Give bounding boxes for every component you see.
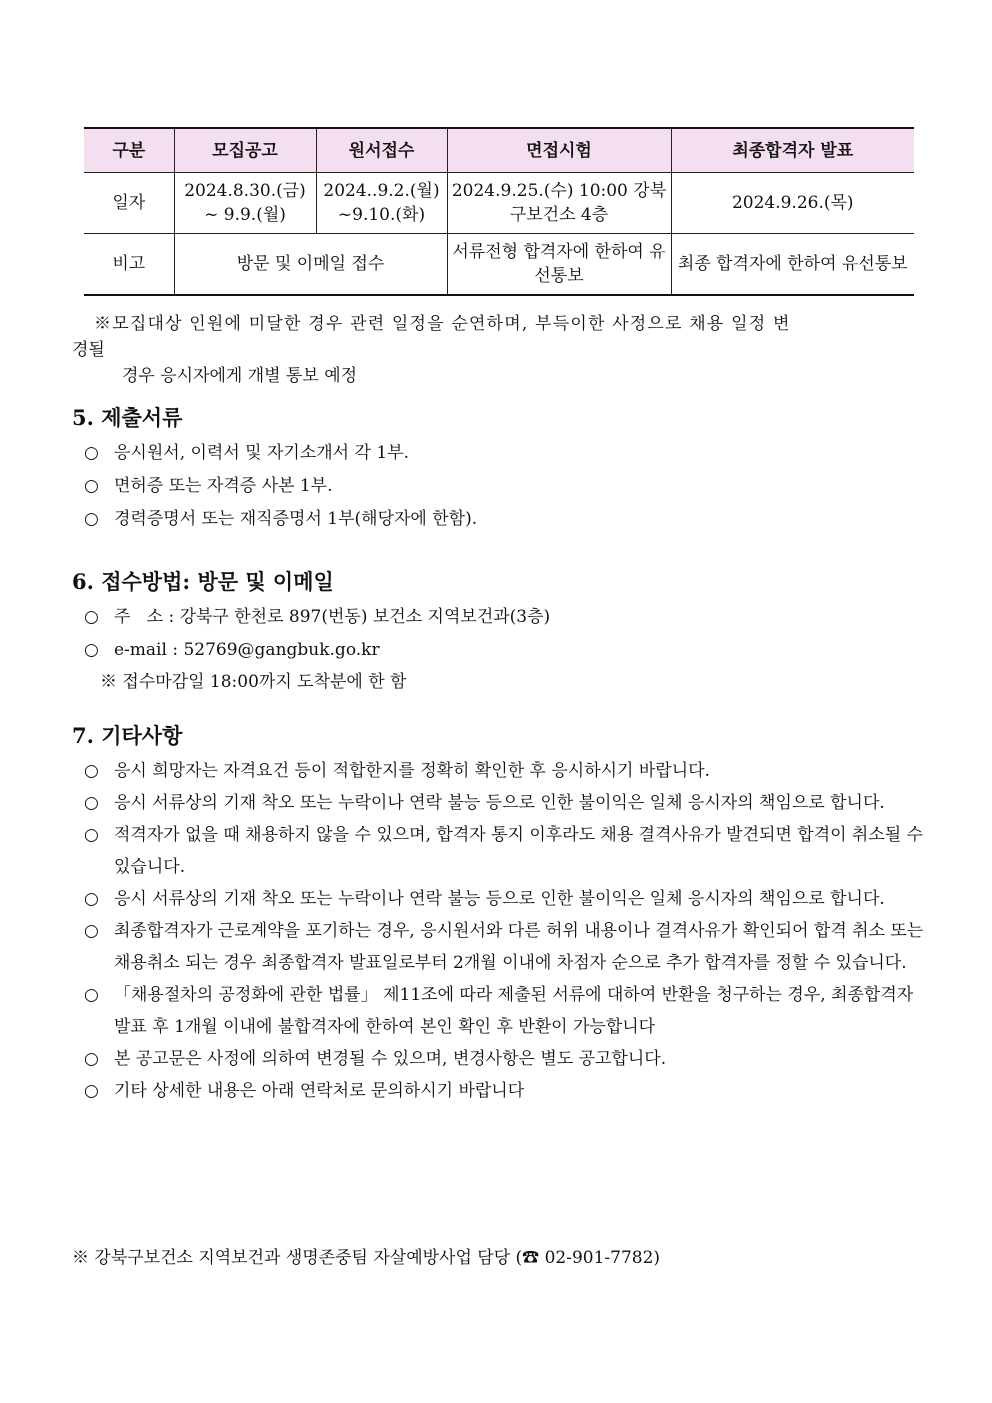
section-method [72,567,932,697]
cell-result-date: 2024.9.26.(목) [671,173,914,234]
bullet-icon: ○ [84,825,99,845]
bullet-icon: ○ [84,443,99,463]
list-item: ○ 면허증 또는 자격증 사본 1부. [72,470,932,503]
section-title: 6. 접수방법: 방문 및 이메일 [72,569,334,594]
schedule-table [84,127,914,296]
section-other [72,721,932,1107]
cell-announce-date: 2024.8.30.(금) ~ 9.9.(월) [174,173,316,234]
email-address: e-mail : 52769@gangbuk.go.kr [114,640,380,660]
contact-footer: ※ 강북구보건소 지역보건과 생명존중팀 자살예방사업 담당 (☎ 02-901-7782) [72,1248,661,1268]
list-item: ○ 응시 서류상의 기재 착오 또는 누락이나 연락 불능 등으로 인한 불이익은 일체 응시자의 책임으로 합니다. [72,883,932,915]
table-note-line: 경될 [72,340,105,360]
bullet-icon: ○ [84,921,99,941]
section-title: 7. 기타사항 [72,723,183,748]
bullet-icon: ○ [84,985,99,1005]
list-item [72,634,932,667]
list-item: ○ 본 공고문은 사정에 의하여 변경될 수 있으며, 변경사항은 별도 공고합니다. [72,1043,932,1075]
cell-interview-date: 2024.9.25.(수) 10:00 강북구보건소 4층 [447,173,671,234]
table-row [84,173,914,234]
bullet-icon: ○ [84,1081,99,1101]
header-announcement: 모집공고 [174,128,316,173]
list-item: ○ 기타 상세한 내용은 아래 연락처로 문의하시기 바랍니다 [72,1075,932,1107]
list-item: ○ 적격자가 없을 때 채용하지 않을 수 있으며, 합격자 통지 이후라도 채용 결격사유가 발견되면 합격이 취소될 수 있습니다. [72,819,932,883]
section-documents [72,403,932,536]
table-note-line: 경우 응시자에게 개별 통보 예정 [122,366,358,386]
cell-result-remark: 최종 합격자에 한하여 유선통보 [671,234,914,296]
list-item: ○ 응시 서류상의 기재 착오 또는 누락이나 연락 불능 등으로 인한 불이익은 일체 응시자의 책임으로 합니다. [72,787,932,819]
row-label-date: 일자 [84,173,174,234]
table-note [72,311,922,389]
bullet-icon: ○ [84,607,99,627]
list-item: ○ 최종합격자가 근로계약을 포기하는 경우, 응시원서와 다른 허위 내용이나 결격사유가 확인되어 합격 취소 또는 채용취소 되는 경우 최종합격자 발표일로부터 2개월 이내에 차점자 순으로 추가 합격자를 정할 수 있습니다. [72,915,932,979]
table-row [84,234,914,296]
bullet-icon: ○ [84,889,99,909]
list-item: ○ 응시원서, 이력서 및 자기소개서 각 1부. [72,437,932,470]
list-item: ○ 경력증명서 또는 재직증명서 1부(해당자에 한함). [72,503,932,536]
list-item: ○ 응시 희망자는 자격요건 등이 적합한지를 정확히 확인한 후 응시하시기 바랍니다. [72,755,932,787]
list-item: ○ 「채용절차의 공정화에 관한 법률」 제11조에 따라 제출된 서류에 대하여 반환을 청구하는 경우, 최종합격자 발표 후 1개월 이내에 불합격자에 한하여 본인 확인 후 반환이 가능합니다 [72,979,932,1043]
header-final-result: 최종합격자 발표 [671,128,914,173]
bullet-icon: ○ [84,761,99,781]
cell-method: 방문 및 이메일 접수 [174,234,447,296]
cell-interview-remark: 서류전형 합격자에 한하여 유선통보 [447,234,671,296]
table-header-row [84,128,914,173]
bullet-icon: ○ [84,1049,99,1069]
bullet-icon: ○ [84,793,99,813]
deadline-note: ※ 접수마감일 18:00까지 도착분에 한 함 [100,672,407,692]
bullet-icon: ○ [84,640,99,660]
list-item: ○ 주 소 : 강북구 한천로 897(번동) 보건소 지역보건과(3층) [72,601,932,634]
cell-apply-date: 2024..9.2.(월) ~9.10.(화) [316,173,447,234]
header-interview: 면접시험 [447,128,671,173]
header-application: 원서접수 [316,128,447,173]
bullet-icon: ○ [84,509,99,529]
section-title: 5. 제출서류 [72,405,183,430]
table-note-line: ※모집대상 인원에 미달한 경우 관련 일정을 순연하며, 부득이한 사정으로 채용 일정 변 [94,314,791,334]
row-label-remark: 비고 [84,234,174,296]
header-category: 구분 [84,128,174,173]
bullet-icon: ○ [84,476,99,496]
